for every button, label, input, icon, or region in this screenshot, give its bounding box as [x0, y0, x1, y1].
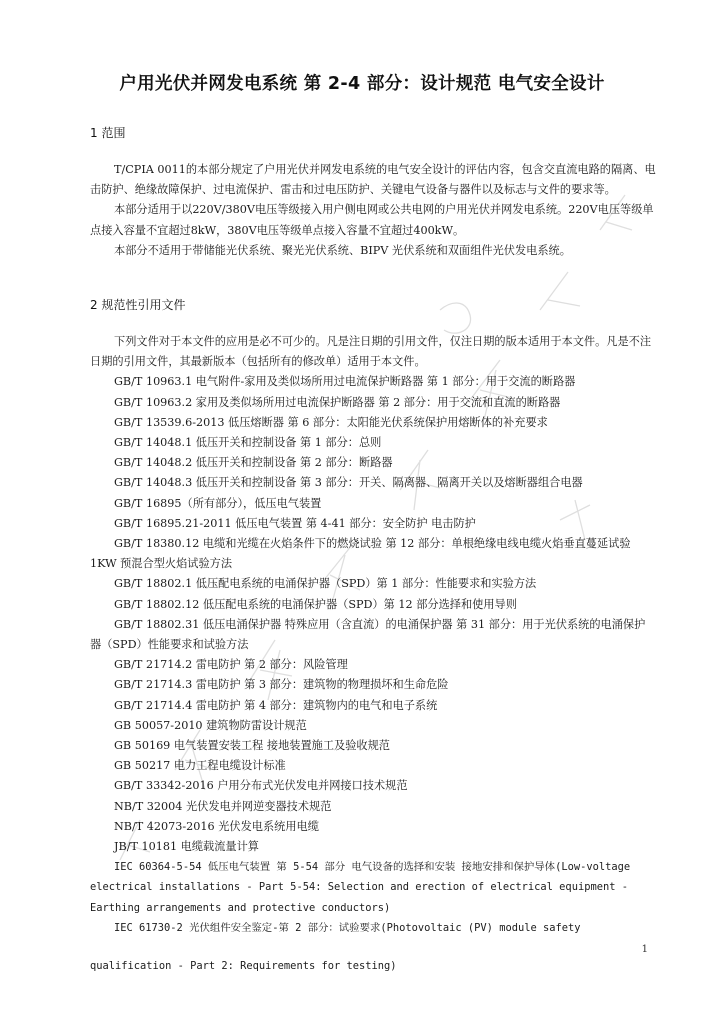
reference-item: GB/T 18802.1 低压配电系统的电涌保护器（SPD）第 1 部分：性能要求和实验方法	[114, 577, 537, 591]
reference-item: GB/T 33342-2016 户用分布式光伏发电并网接口技术规范	[114, 779, 408, 793]
section1-paragraph: 本部分适用于以220V/380V电压等级接入用户侧电网或公共电网的户用光伏并网发电系统。220V电压等级单点接入容量不宜超过8kW，380V电压等级单点接入容量不宜超过400kW。	[90, 203, 654, 237]
reference-item: GB/T 21714.4 雷电防护 第 4 部分：建筑物内的电气和电子系统	[114, 698, 438, 712]
reference-item: GB/T 21714.2 雷电防护 第 2 部分：风险管理	[114, 658, 348, 672]
reference-item: GB/T 10963.1 电气附件-家用及类似场所用过电流保护断路器 第 1 部分：用于交流的断路器	[114, 375, 576, 389]
document-title: 户用光伏并网发电系统 第 2-4 部分：设计规范 电气安全设计	[119, 74, 605, 94]
reference-item: JB/T 10181 电缆载流量计算	[114, 840, 259, 854]
reference-item: IEC 60364-5-54 低压电气装置 第 5-54 部分 电气设备的选择和安装 接地安排和保护导体(Low-voltage electrical installations - Part 5-54: Selection and erection of electrical equipment - Earthing arrangements and protective conductors)	[90, 861, 631, 914]
reference-item: GB 50169 电气装置安装工程 接地装置施工及验收规范	[114, 739, 390, 753]
reference-item: GB 50217 电力工程电缆设计标准	[114, 759, 286, 773]
reference-item: GB/T 18802.12 低压配电系统的电涌保护器（SPD）第 12 部分选择和使用导则	[114, 597, 517, 611]
page-number: 1	[641, 944, 648, 955]
reference-item: IEC 61730-2 光伏组件安全鉴定-第 2 部分：试验要求(Photovoltaic (PV) module safety	[114, 921, 581, 934]
reference-item: GB/T 18380.12 电缆和光缆在火焰条件下的燃烧试验 第 12 部分：单根绝缘电线电缆火焰垂直蔓延试验 1KW 预混合型火焰试验方法	[90, 537, 631, 571]
reference-item: NB/T 42073-2016 光伏发电系统用电缆	[114, 819, 319, 833]
section1-body	[90, 160, 656, 261]
section2-heading: 2 规范性引用文件	[90, 298, 186, 312]
reference-item: qualification - Part 2: Requirements for testing)	[90, 960, 397, 973]
reference-item: GB/T 18802.31 低压电涌保护器 特殊应用（含直流）的电涌保护器 第 31 部分：用于光伏系统的电涌保护器（SPD）性能要求和试验方法	[90, 617, 646, 652]
section1-paragraph: T/CPIA 0011的本部分规定了户用光伏并网发电系统的电气安全设计的评估内容，包含交直流电路的隔离、电击防护、绝缘故障保护、过电流保护、雷击和过电压防护、关键电气设备与器件以及标志与文件的要求等。	[90, 163, 656, 197]
reference-item: GB/T 16895（所有部分），低压电气装置	[114, 496, 322, 510]
reference-item: GB 50057-2010 建筑物防雷设计规范	[114, 718, 307, 732]
section1-heading: 1 范围	[90, 126, 126, 140]
section2-intro: 下列文件对于本文件的应用是必不可少的。凡是注日期的引用文件，仅注日期的版本适用于本文件。凡是不注日期的引用文件，其最新版本（包括所有的修改单）适用于本文件。	[90, 335, 652, 369]
reference-item: NB/T 32004 光伏发电并网逆变器技术规范	[114, 799, 332, 813]
section1-paragraph: 本部分不适用于带储能光伏系统、聚光光伏系统、BIPV 光伏系统和双面组件光伏发电系统。	[114, 243, 571, 257]
reference-item: GB/T 14048.2 低压开关和控制设备 第 2 部分：断路器	[114, 456, 393, 470]
reference-item: GB/T 10963.2 家用及类似场所用过电流保护断路器 第 2 部分：用于交流和直流的断路器	[114, 395, 561, 409]
reference-item: GB/T 14048.1 低压开关和控制设备 第 1 部分：总则	[114, 436, 382, 450]
section2-body	[90, 332, 656, 976]
reference-item: GB/T 21714.3 雷电防护 第 3 部分：建筑物的物理损坏和生命危险	[114, 678, 449, 692]
reference-item: GB/T 13539.6-2013 低压熔断器 第 6 部分：太阳能光伏系统保护用熔断体的补充要求	[114, 415, 548, 429]
reference-item: GB/T 14048.3 低压开关和控制设备 第 3 部分：开关、隔离器、隔离开关以及熔断器组合电器	[114, 476, 583, 490]
reference-item: GB/T 16895.21-2011 低压电气装置 第 4-41 部分：安全防护 电击防护	[114, 516, 476, 530]
